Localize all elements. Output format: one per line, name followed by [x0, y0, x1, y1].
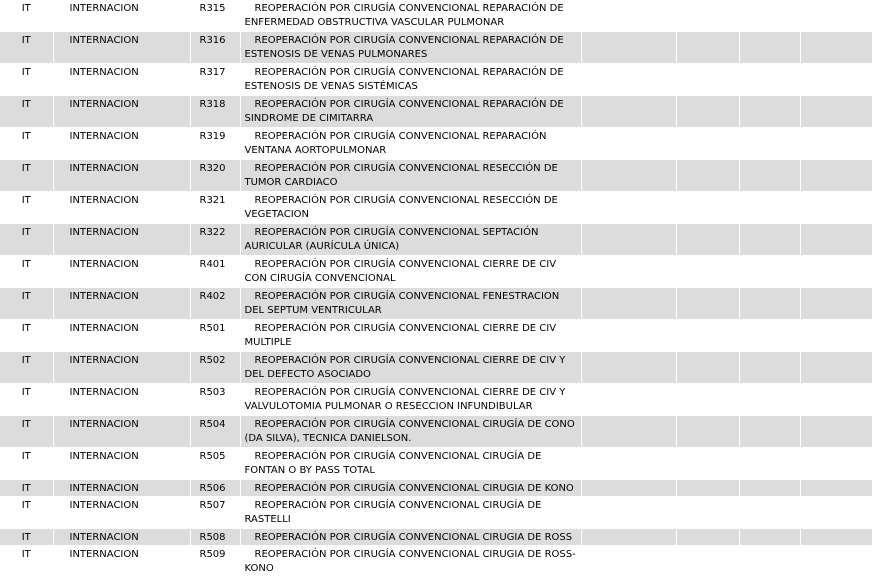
description-text: REOPERACIÓN POR CIRUGÍA CONVENCIONAL CIRUGÍA DE RASTELLI: [244, 500, 542, 525]
row-description-cell: [240, 64, 581, 96]
row-type-cell: IT: [0, 32, 53, 64]
table-row: [0, 224, 872, 256]
empty-cell: [739, 224, 800, 256]
empty-cell: [739, 96, 800, 128]
empty-cell: [800, 416, 872, 448]
empty-cell: [800, 64, 872, 96]
empty-cell: [800, 96, 872, 128]
empty-cell: [739, 480, 800, 497]
empty-cell: [800, 320, 872, 352]
empty-cell: [800, 160, 872, 192]
row-description-cell: [240, 256, 581, 288]
empty-cell: [581, 384, 676, 416]
description-text: REOPERACIÓN POR CIRUGÍA CONVENCIONAL CIRUGIA DE ROSS: [254, 532, 573, 543]
row-code-cell: R505: [190, 448, 240, 480]
empty-cell: [739, 288, 800, 320]
empty-cell: [739, 352, 800, 384]
row-description-cell: [240, 32, 581, 64]
row-code-cell: R315: [190, 0, 240, 32]
empty-cell: [800, 546, 872, 578]
row-category-cell: INTERNACION: [53, 320, 190, 352]
description-text: REOPERACIÓN POR CIRUGÍA CONVENCIONAL REPARACIÓN DE ESTENOSIS DE VENAS SISTÉMICAS: [244, 67, 564, 92]
row-code-cell: R318: [190, 96, 240, 128]
table-row: [0, 0, 872, 32]
row-type-cell: IT: [0, 416, 53, 448]
row-type-cell: IT: [0, 64, 53, 96]
row-category-cell: INTERNACION: [53, 480, 190, 497]
empty-cell: [581, 320, 676, 352]
empty-cell: [800, 480, 872, 497]
empty-cell: [581, 256, 676, 288]
row-code-cell: R508: [190, 529, 240, 546]
empty-cell: [676, 256, 739, 288]
row-type-cell: IT: [0, 320, 53, 352]
row-category-cell: INTERNACION: [53, 416, 190, 448]
row-type-cell: IT: [0, 352, 53, 384]
row-type-cell: IT: [0, 224, 53, 256]
description-text: REOPERACIÓN POR CIRUGÍA CONVENCIONAL REPARACIÓN VENTANA AORTOPULMONAR: [244, 131, 547, 156]
empty-cell: [739, 160, 800, 192]
empty-cell: [800, 529, 872, 546]
table-row: [0, 192, 872, 224]
description-text: REOPERACIÓN POR CIRUGÍA CONVENCIONAL RESECCIÓN DE TUMOR CARDIACO: [244, 163, 558, 188]
row-category-cell: INTERNACION: [53, 546, 190, 578]
empty-cell: [800, 352, 872, 384]
row-category-cell: INTERNACION: [53, 0, 190, 32]
empty-cell: [800, 128, 872, 160]
description-text: REOPERACIÓN POR CIRUGÍA CONVENCIONAL REPARACIÓN DE SINDROME DE CIMITARRA: [244, 99, 564, 124]
row-category-cell: INTERNACION: [53, 192, 190, 224]
empty-cell: [581, 416, 676, 448]
empty-cell: [800, 0, 872, 32]
description-text: REOPERACIÓN POR CIRUGÍA CONVENCIONAL FENESTRACION DEL SEPTUM VENTRICULAR: [244, 291, 560, 316]
empty-cell: [676, 352, 739, 384]
table-row: [0, 96, 872, 128]
description-text: REOPERACIÓN POR CIRUGÍA CONVENCIONAL CIRUGIA DE KONO: [254, 483, 574, 494]
row-description-cell: [240, 384, 581, 416]
empty-cell: [800, 32, 872, 64]
row-type-cell: IT: [0, 288, 53, 320]
row-description-cell: [240, 288, 581, 320]
description-text: REOPERACIÓN POR CIRUGÍA CONVENCIONAL CIERRE DE CIV MULTIPLE: [244, 323, 557, 348]
empty-cell: [676, 546, 739, 578]
row-description-cell: [240, 480, 581, 497]
description-text: REOPERACIÓN POR CIRUGÍA CONVENCIONAL RESECCIÓN DE VEGETACION: [244, 195, 558, 220]
row-code-cell: R509: [190, 546, 240, 578]
empty-cell: [581, 352, 676, 384]
row-description-cell: [240, 192, 581, 224]
empty-cell: [676, 192, 739, 224]
row-code-cell: R402: [190, 288, 240, 320]
row-category-cell: INTERNACION: [53, 497, 190, 529]
empty-cell: [676, 128, 739, 160]
empty-cell: [676, 529, 739, 546]
empty-cell: [800, 448, 872, 480]
empty-cell: [676, 0, 739, 32]
row-category-cell: INTERNACION: [53, 64, 190, 96]
empty-cell: [676, 64, 739, 96]
row-category-cell: INTERNACION: [53, 352, 190, 384]
row-code-cell: R506: [190, 480, 240, 497]
description-text: REOPERACIÓN POR CIRUGÍA CONVENCIONAL CIRUGIA DE ROSS-KONO: [244, 549, 576, 574]
table-row: [0, 497, 872, 529]
row-description-cell: [240, 497, 581, 529]
empty-cell: [800, 224, 872, 256]
table-row: [0, 416, 872, 448]
table-row: [0, 288, 872, 320]
description-text: REOPERACIÓN POR CIRUGÍA CONVENCIONAL REPARACIÓN DE ESTENOSIS DE VENAS PULMONARES: [244, 35, 564, 60]
row-type-cell: IT: [0, 160, 53, 192]
empty-cell: [739, 0, 800, 32]
empty-cell: [676, 288, 739, 320]
empty-cell: [581, 128, 676, 160]
row-code-cell: R321: [190, 192, 240, 224]
empty-cell: [581, 288, 676, 320]
row-type-cell: IT: [0, 256, 53, 288]
empty-cell: [739, 546, 800, 578]
empty-cell: [739, 64, 800, 96]
empty-cell: [581, 224, 676, 256]
empty-cell: [739, 416, 800, 448]
table-row: [0, 352, 872, 384]
row-code-cell: R322: [190, 224, 240, 256]
table-row: [0, 128, 872, 160]
row-description-cell: [240, 160, 581, 192]
row-code-cell: R320: [190, 160, 240, 192]
row-description-cell: [240, 416, 581, 448]
empty-cell: [581, 64, 676, 96]
description-text: REOPERACIÓN POR CIRUGÍA CONVENCIONAL CIRUGÍA DE FONTAN O BY PASS TOTAL: [244, 451, 542, 476]
empty-cell: [676, 160, 739, 192]
empty-cell: [739, 32, 800, 64]
empty-cell: [676, 448, 739, 480]
empty-cell: [739, 384, 800, 416]
empty-cell: [676, 384, 739, 416]
row-type-cell: IT: [0, 128, 53, 160]
empty-cell: [739, 320, 800, 352]
row-category-cell: INTERNACION: [53, 384, 190, 416]
row-description-cell: [240, 529, 581, 546]
empty-cell: [581, 192, 676, 224]
row-description-cell: [240, 546, 581, 578]
empty-cell: [800, 497, 872, 529]
description-text: REOPERACIÓN POR CIRUGÍA CONVENCIONAL CIRUGÍA DE CONO (DA SILVA), TECNICA DANIELSON.: [244, 419, 575, 444]
empty-cell: [676, 416, 739, 448]
row-description-cell: [240, 448, 581, 480]
empty-cell: [581, 0, 676, 32]
row-description-cell: [240, 0, 581, 32]
row-description-cell: [240, 128, 581, 160]
table-row: [0, 480, 872, 497]
row-category-cell: INTERNACION: [53, 224, 190, 256]
empty-cell: [739, 497, 800, 529]
empty-cell: [676, 480, 739, 497]
row-description-cell: [240, 96, 581, 128]
empty-cell: [739, 529, 800, 546]
empty-cell: [800, 384, 872, 416]
row-type-cell: IT: [0, 192, 53, 224]
empty-cell: [581, 529, 676, 546]
empty-cell: [581, 448, 676, 480]
row-type-cell: IT: [0, 546, 53, 578]
empty-cell: [739, 128, 800, 160]
row-category-cell: INTERNACION: [53, 32, 190, 64]
empty-cell: [739, 448, 800, 480]
empty-cell: [581, 160, 676, 192]
row-description-cell: [240, 224, 581, 256]
empty-cell: [581, 497, 676, 529]
table-row: [0, 320, 872, 352]
row-code-cell: R501: [190, 320, 240, 352]
row-category-cell: INTERNACION: [53, 256, 190, 288]
row-code-cell: R319: [190, 128, 240, 160]
description-text: REOPERACIÓN POR CIRUGÍA CONVENCIONAL CIERRE DE CIV Y VALVULOTOMIA PULMONAR O RESECCION INFUNDIBULAR: [244, 387, 566, 412]
row-code-cell: R317: [190, 64, 240, 96]
description-text: REOPERACIÓN POR CIRUGÍA CONVENCIONAL CIERRE DE CIV CON CIRUGÍA CONVENCIONAL: [244, 259, 557, 284]
empty-cell: [581, 96, 676, 128]
table-row: [0, 160, 872, 192]
table-row: [0, 546, 872, 578]
row-type-cell: IT: [0, 384, 53, 416]
row-type-cell: IT: [0, 480, 53, 497]
table-row: [0, 32, 872, 64]
table-row: [0, 529, 872, 546]
empty-cell: [676, 497, 739, 529]
row-category-cell: INTERNACION: [53, 448, 190, 480]
row-category-cell: INTERNACION: [53, 96, 190, 128]
description-text: REOPERACIÓN POR CIRUGÍA CONVENCIONAL SEPTACIÓN AURICULAR (AURÍCULA ÚNICA): [244, 227, 539, 252]
empty-cell: [676, 224, 739, 256]
empty-cell: [800, 288, 872, 320]
empty-cell: [581, 480, 676, 497]
row-type-cell: IT: [0, 529, 53, 546]
row-code-cell: R316: [190, 32, 240, 64]
table-row: [0, 64, 872, 96]
row-description-cell: [240, 352, 581, 384]
row-category-cell: INTERNACION: [53, 128, 190, 160]
row-category-cell: INTERNACION: [53, 529, 190, 546]
row-code-cell: R502: [190, 352, 240, 384]
empty-cell: [581, 32, 676, 64]
description-text: REOPERACIÓN POR CIRUGÍA CONVENCIONAL CIERRE DE CIV Y DEL DEFECTO ASOCIADO: [244, 355, 566, 380]
description-text: REOPERACIÓN POR CIRUGÍA CONVENCIONAL REPARACIÓN DE ENFERMEDAD OBSTRUCTIVA VASCULAR PULMONAR: [244, 3, 564, 28]
row-code-cell: R507: [190, 497, 240, 529]
row-type-cell: IT: [0, 448, 53, 480]
empty-cell: [676, 320, 739, 352]
row-type-cell: IT: [0, 497, 53, 529]
row-type-cell: IT: [0, 0, 53, 32]
empty-cell: [800, 192, 872, 224]
row-code-cell: R504: [190, 416, 240, 448]
table-row: [0, 384, 872, 416]
empty-cell: [676, 32, 739, 64]
empty-cell: [676, 96, 739, 128]
table-row: [0, 256, 872, 288]
row-code-cell: R401: [190, 256, 240, 288]
row-description-cell: [240, 320, 581, 352]
row-code-cell: R503: [190, 384, 240, 416]
row-category-cell: INTERNACION: [53, 288, 190, 320]
row-category-cell: INTERNACION: [53, 160, 190, 192]
empty-cell: [739, 256, 800, 288]
row-type-cell: IT: [0, 96, 53, 128]
empty-cell: [800, 256, 872, 288]
empty-cell: [581, 546, 676, 578]
empty-cell: [739, 192, 800, 224]
table-row: [0, 448, 872, 480]
